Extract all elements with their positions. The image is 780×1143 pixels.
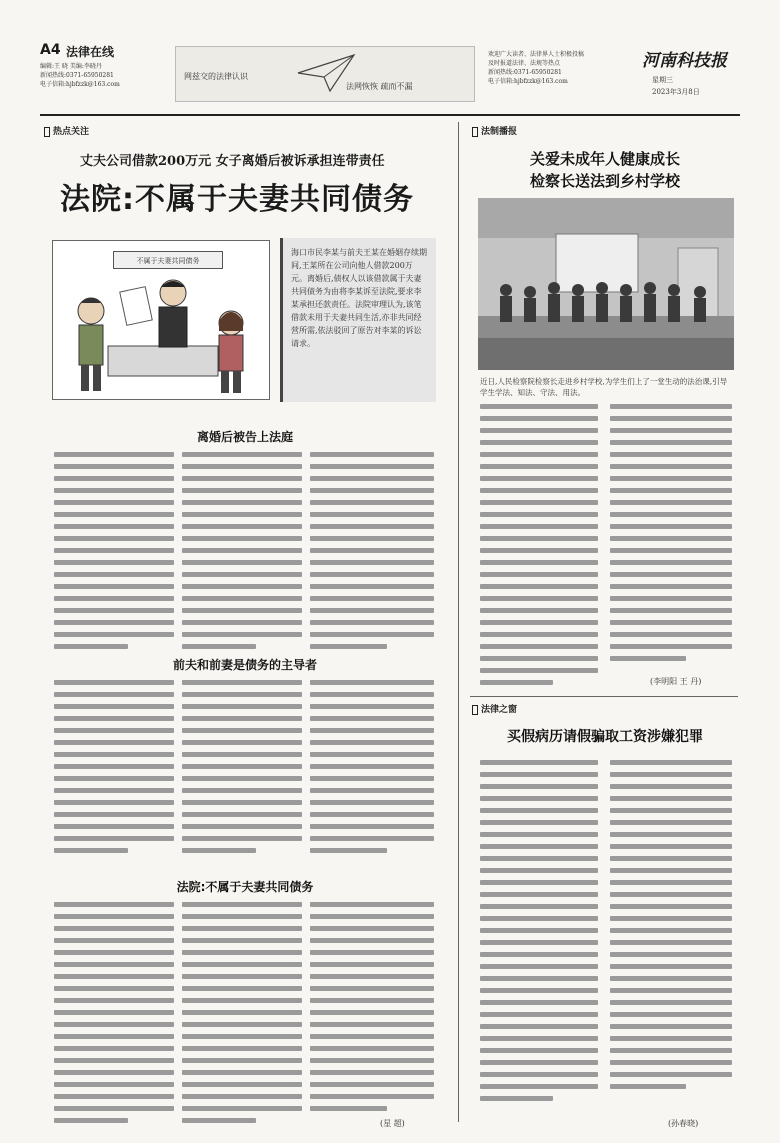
body-text-block — [54, 680, 174, 860]
summary-box — [280, 238, 436, 402]
body-text-block — [610, 404, 732, 668]
column-tag-law: 法律之窗 — [472, 702, 517, 715]
masthead — [40, 40, 740, 110]
body-text-block — [54, 452, 174, 656]
subheading-2: 前夫和前妻是债务的主导者 — [172, 658, 317, 672]
right-headline-2: 买假病历请假骗取工资涉嫌犯罪 — [507, 729, 703, 745]
byline-right-2: (孙春晓) — [668, 1119, 699, 1128]
body-text-block — [480, 760, 598, 1108]
byline-right-1: (李明阳 王 丹) — [650, 677, 702, 686]
court-scene-illustration — [53, 241, 271, 401]
column-tag-broadcast: 法制播报 — [472, 124, 517, 137]
news-photo — [478, 198, 734, 370]
banner-slogan-1: 网兹交的法律认识 — [184, 72, 248, 81]
column-tag-hot: 热点关注 — [44, 124, 89, 137]
section-name: 法律在线 — [66, 45, 115, 59]
summary-text: 海口市民李某与前夫王某在婚姻存续期间,王某所在公司向他人借款200万元。离婚后,债权人以该借款属于夫妻共同债务为由将李某诉至法院,要求李某承担还款责任。法院审理认为,该笔借款未用于夫妻共同生活,亦非共同经营所需,依法驳回了原告对李某的诉讼请求。 — [291, 248, 427, 348]
photo-caption: 近日,人民检察院检察长走进乡村学校,为学生们上了一堂生动的法治课,引导学生学法、知法、守法、用法。 — [480, 377, 728, 397]
body-text-block — [310, 902, 434, 1118]
body-text-block — [310, 680, 434, 860]
school-event-photo — [478, 198, 734, 370]
body-text-block — [54, 902, 174, 1130]
editor-info: 编辑:王 晓 美编:李晓丹 新闻热线:0371-65950281 电子信箱:hjbfzzk@163.com — [40, 63, 120, 88]
right-section-rule — [470, 696, 738, 697]
masthead-rule — [40, 114, 740, 116]
banner-right-text: 欢迎广大读者、法律界人士积极投稿 及时报道法律、法规等热点 新闻热线:0371-65950281 电子信箱:hjbfzzk@163.com — [488, 51, 585, 85]
page-number: A4 — [40, 42, 61, 58]
article-kicker: 丈夫公司借款200万元 女子离婚后被诉承担连带责任 — [80, 154, 385, 169]
issue-weekday: 星期三 — [652, 76, 673, 84]
body-text-block — [310, 452, 434, 656]
banner-slogan-2: 法网恢恢 疏而不漏 — [346, 82, 413, 91]
body-text-block — [480, 404, 598, 692]
body-text-block — [182, 680, 302, 860]
body-text-block — [182, 452, 302, 656]
body-text-block — [182, 902, 302, 1130]
paper-name: 河南科技报 — [642, 51, 727, 71]
right-headline-line1: 关爱未成年人健康成长 — [529, 150, 680, 168]
illustration-sign: 不属于夫妻共同债务 — [113, 251, 223, 269]
byline-left: (星 超) — [380, 1119, 405, 1128]
column-divider — [458, 122, 459, 1122]
subheading-3: 法院:不属于夫妻共同债务 — [176, 880, 314, 894]
subheading-1: 离婚后被告上法庭 — [196, 430, 293, 444]
main-headline: 法院:不属于夫妻共同债务 — [60, 182, 414, 217]
body-text-block — [610, 760, 732, 1096]
right-headline-line2: 检察长送法到乡村学校 — [529, 172, 680, 190]
masthead-banner — [175, 46, 475, 102]
article-illustration — [52, 240, 270, 400]
issue-date: 2023年3月8日 — [652, 88, 700, 96]
